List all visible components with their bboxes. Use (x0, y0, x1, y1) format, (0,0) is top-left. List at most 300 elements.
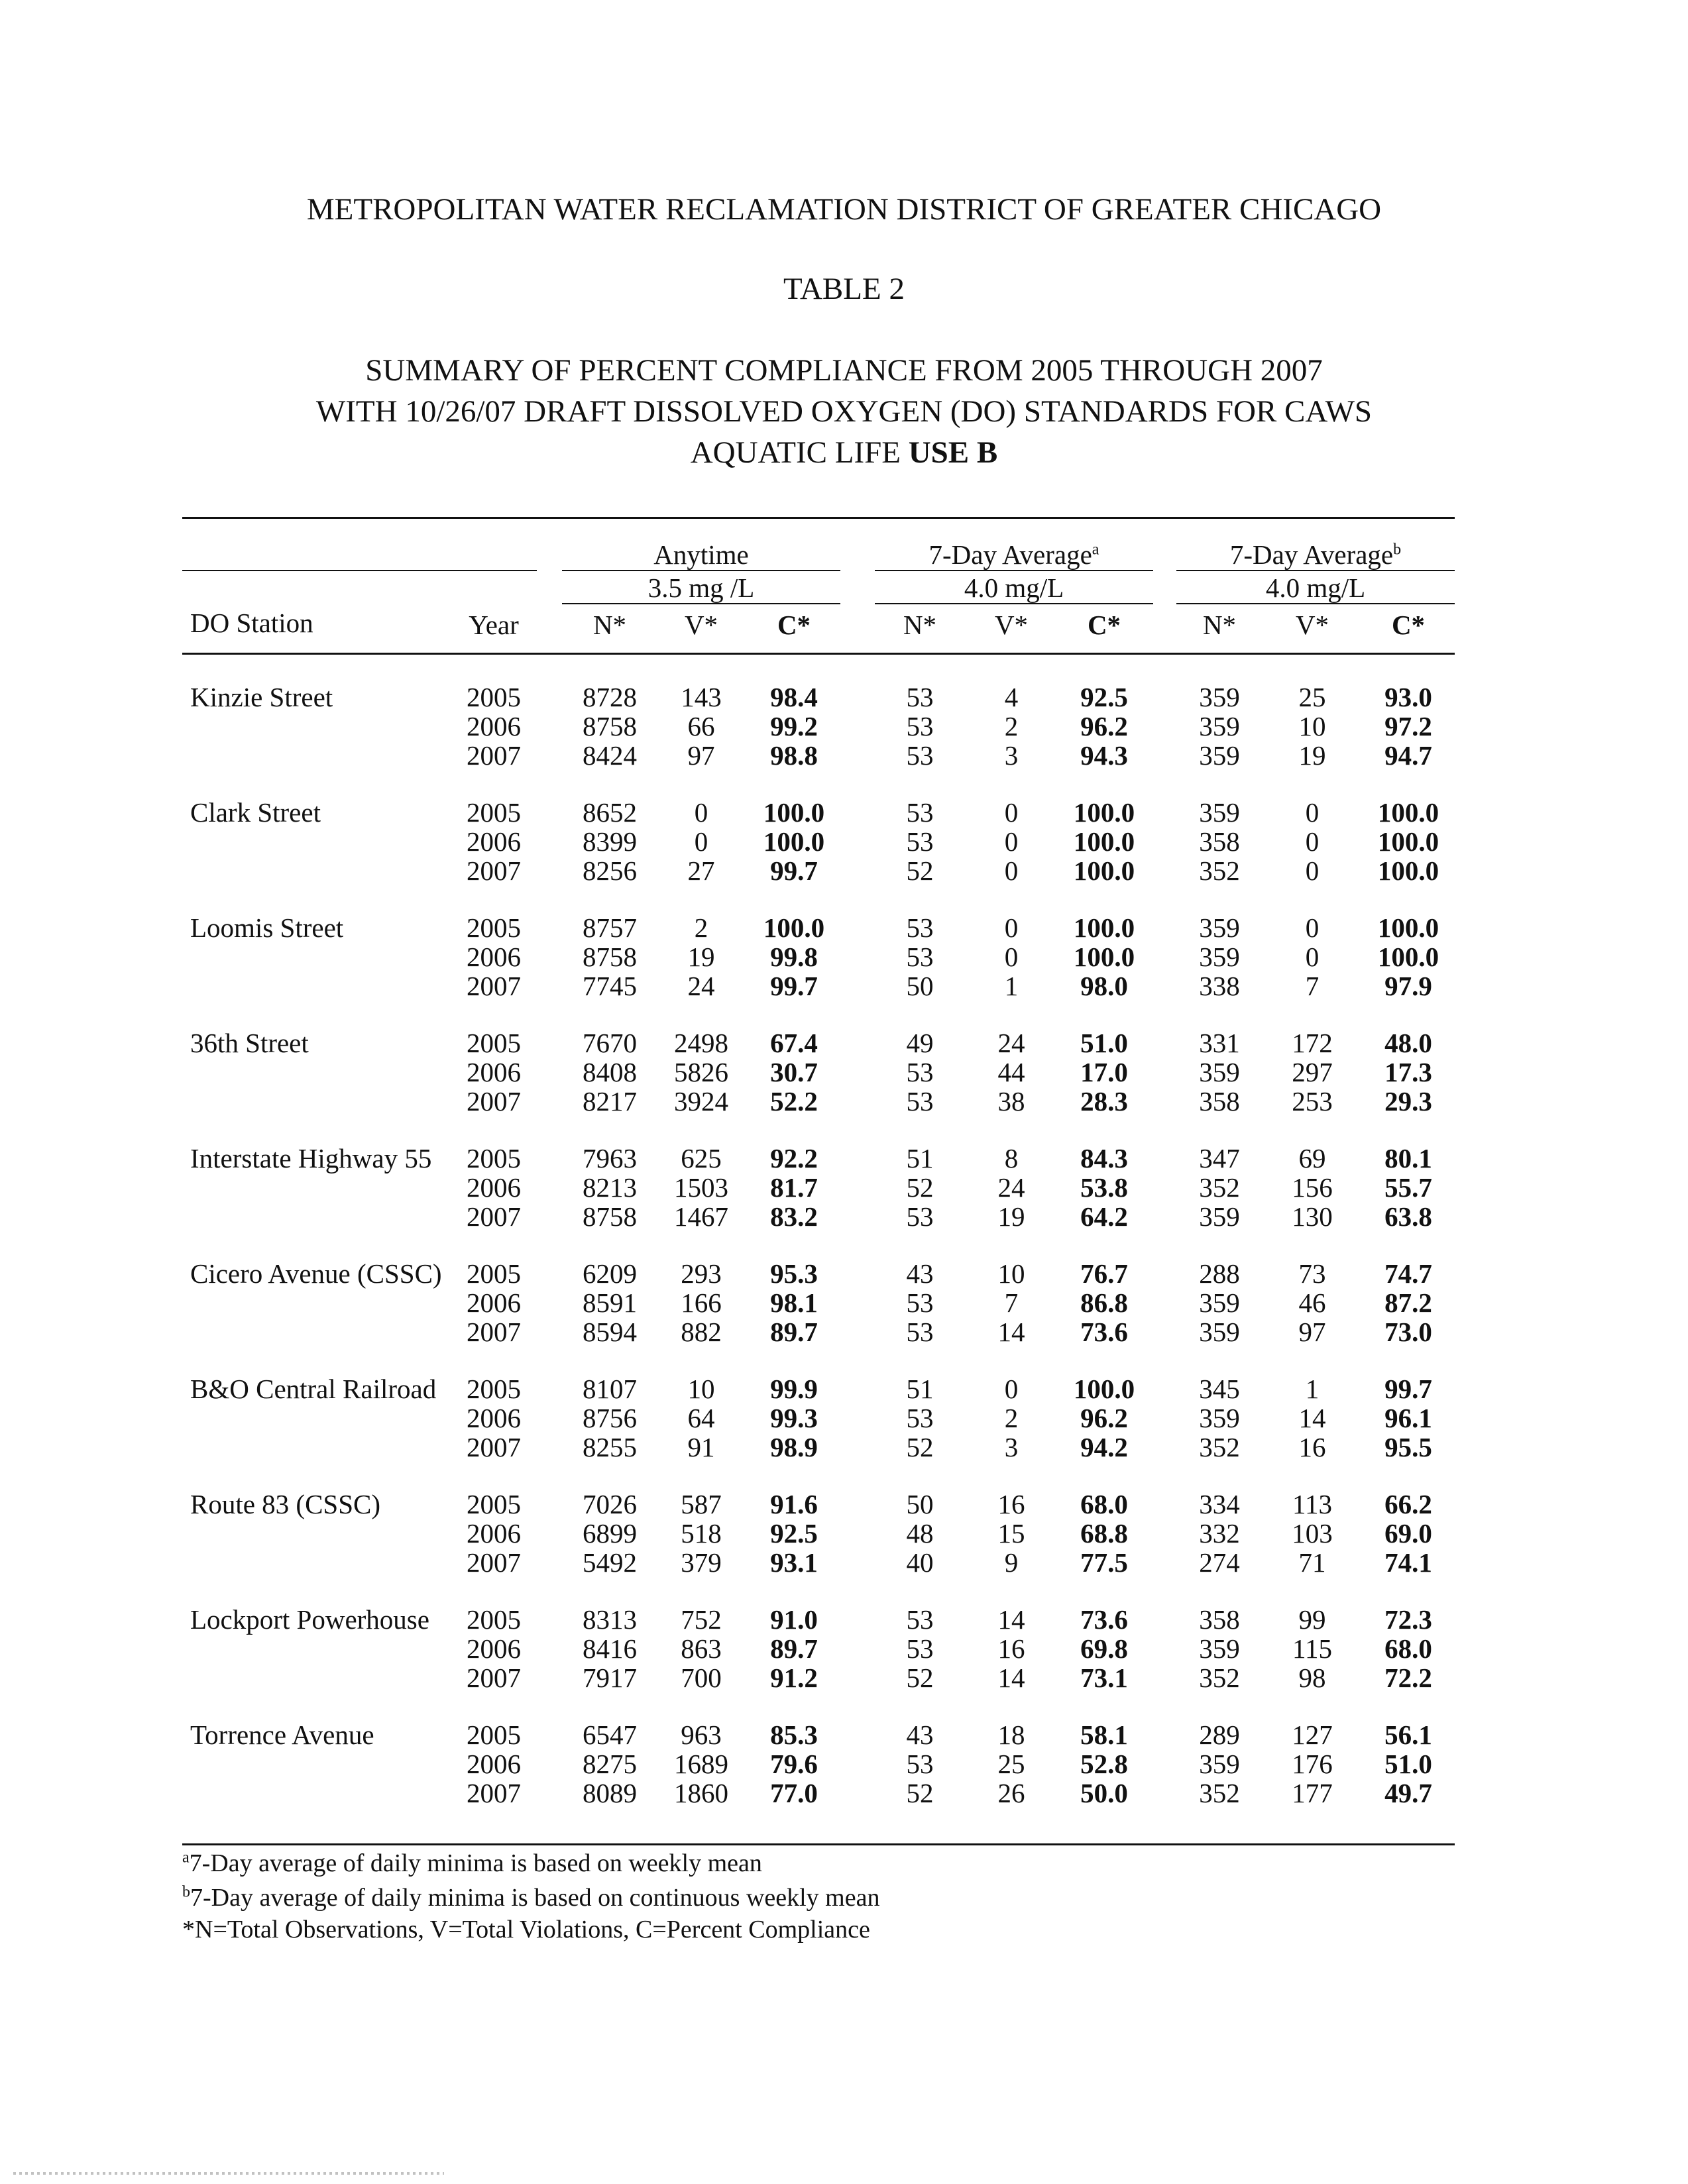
group3-v-cell: 0 (1305, 797, 1320, 828)
group3-c-cell: 51.0 (1384, 1749, 1432, 1779)
group1-c-cell: 92.5 (770, 1518, 818, 1549)
station-name: Loomis Street (190, 912, 344, 943)
group2-c-cell: 100.0 (1073, 942, 1135, 972)
year-cell: 2006 (467, 1749, 521, 1779)
group2-c-cell: 28.3 (1080, 1086, 1128, 1117)
group3-c-cell: 68.0 (1384, 1633, 1432, 1664)
group2-c-cell: 53.8 (1080, 1172, 1128, 1203)
group2-n-cell: 53 (906, 1201, 934, 1232)
group3-v-cell: 0 (1305, 826, 1320, 857)
group3-n-cell: 352 (1199, 1778, 1240, 1808)
group3-n-cell: 334 (1199, 1489, 1240, 1519)
group3-c-cell: 100.0 (1377, 912, 1439, 943)
year-cell: 2007 (467, 1086, 521, 1117)
group1-n-cell: 8217 (583, 1086, 637, 1117)
group3-n-cell: 359 (1199, 711, 1240, 741)
group3-n-cell: 332 (1199, 1518, 1240, 1549)
group1-n-cell: 8213 (583, 1172, 637, 1203)
year-cell: 2007 (467, 1547, 521, 1578)
group1-c-cell: 91.0 (770, 1604, 818, 1635)
group3-n-cell: 359 (1199, 740, 1240, 771)
group3-c-cell: 100.0 (1377, 826, 1439, 857)
group3-n-cell: 274 (1199, 1547, 1240, 1578)
station-name: Cicero Avenue (CSSC) (190, 1258, 442, 1289)
group1-c-cell: 85.3 (770, 1720, 818, 1750)
group1-n-cell: 8256 (583, 855, 637, 886)
group3-c-cell: 97.9 (1384, 971, 1432, 1001)
group2-n-cell: 40 (906, 1547, 934, 1578)
group1-v-cell: 700 (681, 1663, 722, 1693)
group3-v-cell: 253 (1292, 1086, 1333, 1117)
group3-n-cell: 359 (1199, 1403, 1240, 1433)
group2-v-cell: 44 (997, 1057, 1025, 1087)
group1-v-cell: 0 (694, 797, 708, 828)
year-cell: 2007 (467, 1201, 521, 1232)
group1-c-cell: 83.2 (770, 1201, 818, 1232)
footnote-b-sup: b (182, 1883, 190, 1901)
group1-v-cell: 24 (687, 971, 715, 1001)
group2-c-cell: 96.2 (1080, 711, 1128, 741)
group1-n-cell: 8255 (583, 1432, 637, 1462)
group2-v-cell: 26 (997, 1778, 1025, 1808)
group2-n-cell: 48 (906, 1518, 934, 1549)
group2-v-cell: 9 (1004, 1547, 1019, 1578)
group2-c-cell: 94.3 (1080, 740, 1128, 771)
year-column-header: Year (469, 610, 519, 640)
group3-c-cell: 74.7 (1384, 1258, 1432, 1289)
group2-n-cell: 50 (906, 971, 934, 1001)
station-name: Route 83 (CSSC) (190, 1489, 381, 1519)
group3-c-cell: 93.0 (1384, 682, 1432, 712)
station-name: Kinzie Street (190, 682, 333, 712)
group1-v-cell: 379 (681, 1547, 722, 1578)
group3-c-cell: 55.7 (1384, 1172, 1432, 1203)
group3-c-cell: 73.0 (1384, 1317, 1432, 1347)
group1-v-cell: 1467 (674, 1201, 728, 1232)
group3-n-cell: 359 (1199, 1633, 1240, 1664)
group1-c-cell: 81.7 (770, 1172, 818, 1203)
group2-limit: 4.0 mg/L (964, 573, 1064, 603)
station-name: Clark Street (190, 797, 321, 828)
group2-v-cell: 18 (997, 1720, 1025, 1750)
group2-c-cell: 98.0 (1080, 971, 1128, 1001)
group2-c-cell: 84.3 (1080, 1143, 1128, 1174)
group2-n-cell: 53 (906, 1604, 934, 1635)
group2-c-cell: 68.8 (1080, 1518, 1128, 1549)
station-name: Torrence Avenue (190, 1720, 374, 1750)
group2-n-cell: 53 (906, 912, 934, 943)
group2-v-cell: 0 (1004, 942, 1019, 972)
year-cell: 2005 (467, 1604, 521, 1635)
group2-n-cell: 52 (906, 1172, 934, 1203)
group1-c-cell: 93.1 (770, 1547, 818, 1578)
group2-c-cell: 68.0 (1080, 1489, 1128, 1519)
group2-n-cell: 52 (906, 855, 934, 886)
group1-c-cell: 79.6 (770, 1749, 818, 1779)
group3-n-cell: 359 (1199, 797, 1240, 828)
group1-v-cell: 882 (681, 1317, 722, 1347)
group2-n-cell: 43 (906, 1720, 934, 1750)
group2-c-cell: 17.0 (1080, 1057, 1128, 1087)
year-cell: 2006 (467, 942, 521, 972)
group3-n-cell: 359 (1199, 1317, 1240, 1347)
group2-v-cell: 19 (997, 1201, 1025, 1232)
group2-c-cell: 69.8 (1080, 1633, 1128, 1664)
group1-c-header: C* (777, 610, 811, 640)
group3-v-cell: 172 (1292, 1028, 1333, 1058)
year-cell: 2005 (467, 797, 521, 828)
group3-v-cell: 103 (1292, 1518, 1333, 1549)
group1-c-cell: 30.7 (770, 1057, 818, 1087)
group3-v-cell: 0 (1305, 855, 1320, 886)
group1-n-cell: 7963 (583, 1143, 637, 1174)
year-cell: 2006 (467, 826, 521, 857)
year-cell: 2005 (467, 912, 521, 943)
group2-n-cell: 53 (906, 1287, 934, 1318)
group1-c-cell: 98.8 (770, 740, 818, 771)
group1-c-cell: 99.7 (770, 971, 818, 1001)
group1-n-cell: 8408 (583, 1057, 637, 1087)
group2-n-cell: 53 (906, 1057, 934, 1087)
group1-n-cell: 8107 (583, 1374, 637, 1404)
year-cell: 2007 (467, 1778, 521, 1808)
group2-c-header: C* (1087, 610, 1121, 640)
group2-v-cell: 0 (1004, 797, 1019, 828)
group3-n-cell: 359 (1199, 1201, 1240, 1232)
group1-v-cell: 625 (681, 1143, 722, 1174)
group1-v-cell: 66 (687, 711, 715, 741)
group1-v-cell: 27 (687, 855, 715, 886)
group3-n-cell: 352 (1199, 1172, 1240, 1203)
organization-heading: METROPOLITAN WATER RECLAMATION DISTRICT OF GREATER CHICAGO (306, 192, 1382, 227)
station-column-header: DO Station (190, 608, 313, 638)
group3-c-cell: 99.7 (1384, 1374, 1432, 1404)
year-cell: 2007 (467, 1663, 521, 1693)
group3-c-cell: 66.2 (1384, 1489, 1432, 1519)
group3-v-cell: 297 (1292, 1057, 1333, 1087)
group1-v-cell: 0 (694, 826, 708, 857)
group3-v-cell: 113 (1292, 1489, 1332, 1519)
group2-v-cell: 2 (1004, 1403, 1019, 1433)
group2-v-cell: 3 (1004, 1432, 1019, 1462)
table-title-line-1: SUMMARY OF PERCENT COMPLIANCE FROM 2005 THROUGH 2007 (365, 353, 1323, 388)
group2-v-cell: 14 (997, 1663, 1025, 1693)
group3-n-cell: 352 (1199, 855, 1240, 886)
group3-c-cell: 97.2 (1384, 711, 1432, 741)
group3-c-cell: 63.8 (1384, 1201, 1432, 1232)
group1-c-cell: 98.4 (770, 682, 818, 712)
group3-n-cell: 358 (1199, 826, 1240, 857)
group1-n-cell: 8089 (583, 1778, 637, 1808)
group2-n-cell: 43 (906, 1258, 934, 1289)
group3-v-header: V* (1295, 610, 1329, 640)
group1-v-cell: 1503 (674, 1172, 728, 1203)
group3-v-cell: 130 (1292, 1201, 1333, 1232)
group2-n-cell: 53 (906, 711, 934, 741)
group1-n-cell: 8275 (583, 1749, 637, 1779)
group2-c-cell: 100.0 (1073, 826, 1135, 857)
group1-c-cell: 99.7 (770, 855, 818, 886)
group3-n-cell: 359 (1199, 1749, 1240, 1779)
year-cell: 2006 (467, 1287, 521, 1318)
group2-n-cell: 53 (906, 797, 934, 828)
year-cell: 2006 (467, 1633, 521, 1664)
group1-c-cell: 99.2 (770, 711, 818, 741)
group3-label: 7-Day Average$^b$ (1229, 539, 1402, 570)
group1-n-cell: 8591 (583, 1287, 637, 1318)
group2-v-cell: 16 (997, 1633, 1025, 1664)
group1-v-cell: 143 (681, 682, 722, 712)
group2-v-cell: 1 (1004, 971, 1019, 1001)
year-cell: 2007 (467, 971, 521, 1001)
group2-c-cell: 52.8 (1080, 1749, 1128, 1779)
year-cell: 2007 (467, 855, 521, 886)
group2-label: 7-Day Average$^a$ (928, 539, 1099, 570)
group3-v-cell: 1 (1305, 1374, 1320, 1404)
group1-c-cell: 91.2 (770, 1663, 818, 1693)
group1-n-cell: 7917 (583, 1663, 637, 1693)
group1-v-cell: 166 (681, 1287, 722, 1318)
group3-c-header: C* (1391, 610, 1426, 640)
group1-n-cell: 6209 (583, 1258, 637, 1289)
group2-c-cell: 73.6 (1080, 1604, 1128, 1635)
group2-n-cell: 50 (906, 1489, 934, 1519)
year-cell: 2005 (467, 682, 521, 712)
group1-n-cell: 7026 (583, 1489, 637, 1519)
group2-c-cell: 76.7 (1080, 1258, 1128, 1289)
group3-n-cell: 288 (1199, 1258, 1240, 1289)
group2-c-cell: 51.0 (1080, 1028, 1128, 1058)
group3-v-cell: 73 (1298, 1258, 1326, 1289)
group1-v-cell: 863 (681, 1633, 722, 1664)
group3-n-cell: 359 (1199, 912, 1240, 943)
group2-c-cell: 100.0 (1073, 1374, 1135, 1404)
group3-n-header: N* (1202, 610, 1237, 640)
group2-v-cell: 24 (997, 1028, 1025, 1058)
group1-c-cell: 95.3 (770, 1258, 818, 1289)
group2-c-cell: 94.2 (1080, 1432, 1128, 1462)
group1-n-cell: 6547 (583, 1720, 637, 1750)
group3-c-cell: 17.3 (1384, 1057, 1432, 1087)
footnote-a-marker: a (1092, 541, 1099, 559)
group2-v-cell: 0 (1004, 912, 1019, 943)
group2-n-cell: 51 (906, 1374, 934, 1404)
group1-c-cell: 100.0 (763, 797, 825, 828)
group1-c-cell: 77.0 (770, 1778, 818, 1808)
group2-n-cell: 52 (906, 1778, 934, 1808)
group3-c-cell: 87.2 (1384, 1287, 1432, 1318)
group1-n-cell: 6899 (583, 1518, 637, 1549)
title-line-3-bold: USE B (908, 435, 998, 470)
group3-v-cell: 25 (1298, 682, 1326, 712)
group2-c-cell: 64.2 (1080, 1201, 1128, 1232)
group2-v-cell: 0 (1004, 855, 1019, 886)
group3-c-cell: 74.1 (1384, 1547, 1432, 1578)
group2-v-cell: 15 (997, 1518, 1025, 1549)
group1-v-cell: 518 (681, 1518, 722, 1549)
group3-n-cell: 359 (1199, 1057, 1240, 1087)
group3-v-cell: 177 (1292, 1778, 1333, 1808)
group2-v-cell: 14 (997, 1317, 1025, 1347)
footnote-a-sup: a (182, 1849, 190, 1867)
group1-n-cell: 8758 (583, 942, 637, 972)
group2-n-cell: 53 (906, 682, 934, 712)
group2-n-cell: 53 (906, 1317, 934, 1347)
group1-c-cell: 91.6 (770, 1489, 818, 1519)
station-name: Lockport Powerhouse (190, 1604, 429, 1635)
group1-v-cell: 963 (681, 1720, 722, 1750)
group1-limit: 3.5 mg /L (647, 573, 755, 603)
group3-v-cell: 14 (1298, 1403, 1326, 1433)
group2-v-cell: 10 (997, 1258, 1025, 1289)
group3-v-cell: 10 (1298, 711, 1326, 741)
year-cell: 2006 (467, 711, 521, 741)
group1-n-cell: 8424 (583, 740, 637, 771)
group3-c-cell: 80.1 (1384, 1143, 1432, 1174)
group2-c-cell: 92.5 (1080, 682, 1128, 712)
group2-v-header: V* (994, 610, 1029, 640)
group1-c-cell: 98.9 (770, 1432, 818, 1462)
year-cell: 2005 (467, 1258, 521, 1289)
footnote-a (182, 1847, 762, 1879)
group1-c-cell: 52.2 (770, 1086, 818, 1117)
group3-v-cell: 156 (1292, 1172, 1333, 1203)
group1-c-cell: 100.0 (763, 912, 825, 943)
group3-v-cell: 0 (1305, 912, 1320, 943)
group1-v-cell: 587 (681, 1489, 722, 1519)
group1-n-cell: 8757 (583, 912, 637, 943)
group3-c-cell: 49.7 (1384, 1778, 1432, 1808)
station-name: Interstate Highway 55 (190, 1143, 432, 1174)
group1-n-cell: 7745 (583, 971, 637, 1001)
group2-v-cell: 4 (1004, 682, 1019, 712)
group1-c-cell: 92.2 (770, 1143, 818, 1174)
group2-n-cell: 53 (906, 942, 934, 972)
group3-c-cell: 48.0 (1384, 1028, 1432, 1058)
group3-v-cell: 0 (1305, 942, 1320, 972)
year-cell: 2006 (467, 1518, 521, 1549)
group3-c-cell: 95.5 (1384, 1432, 1432, 1462)
station-name: 36th Street (190, 1028, 309, 1058)
group2-v-cell: 38 (997, 1086, 1025, 1117)
group3-v-cell: 7 (1305, 971, 1320, 1001)
year-cell: 2005 (467, 1028, 521, 1058)
group3-c-cell: 29.3 (1384, 1086, 1432, 1117)
group1-label: Anytime (653, 539, 749, 570)
title-line-3-prefix: AQUATIC LIFE (690, 435, 909, 470)
group2-n-cell: 53 (906, 1403, 934, 1433)
group1-v-cell: 10 (687, 1374, 715, 1404)
group2-v-cell: 2 (1004, 711, 1019, 741)
group2-c-cell: 100.0 (1073, 912, 1135, 943)
group3-v-cell: 71 (1298, 1547, 1326, 1578)
group3-c-cell: 72.2 (1384, 1663, 1432, 1693)
group2-c-cell: 100.0 (1073, 797, 1135, 828)
year-cell: 2006 (467, 1403, 521, 1433)
group1-c-cell: 99.8 (770, 942, 818, 972)
group3-v-cell: 99 (1298, 1604, 1326, 1635)
group3-n-cell: 352 (1199, 1432, 1240, 1462)
group1-c-cell: 100.0 (763, 826, 825, 857)
year-cell: 2007 (467, 740, 521, 771)
group1-n-cell: 8594 (583, 1317, 637, 1347)
group3-n-cell: 331 (1199, 1028, 1240, 1058)
group2-n-cell: 53 (906, 740, 934, 771)
group3-v-cell: 176 (1292, 1749, 1333, 1779)
group1-c-cell: 67.4 (770, 1028, 818, 1058)
group2-v-cell: 0 (1004, 1374, 1019, 1404)
group1-v-cell: 1860 (674, 1778, 728, 1808)
group3-c-cell: 100.0 (1377, 797, 1439, 828)
year-cell: 2005 (467, 1720, 521, 1750)
group2-n-cell: 49 (906, 1028, 934, 1058)
group1-c-cell: 99.3 (770, 1403, 818, 1433)
group2-n-cell: 53 (906, 1633, 934, 1664)
year-cell: 2005 (467, 1489, 521, 1519)
group3-n-cell: 289 (1199, 1720, 1240, 1750)
group2-v-cell: 0 (1004, 826, 1019, 857)
group1-n-cell: 8399 (583, 826, 637, 857)
group3-c-cell: 100.0 (1377, 855, 1439, 886)
group1-v-cell: 91 (687, 1432, 715, 1462)
group3-n-cell: 338 (1199, 971, 1240, 1001)
group1-n-cell: 8758 (583, 711, 637, 741)
footnote-a-text: 7-Day average of daily minima is based on weekly mean (189, 1849, 762, 1877)
group3-c-cell: 56.1 (1384, 1720, 1432, 1750)
group1-v-cell: 293 (681, 1258, 722, 1289)
group3-v-cell: 98 (1298, 1663, 1326, 1693)
group3-c-cell: 94.7 (1384, 740, 1432, 771)
group3-n-cell: 347 (1199, 1143, 1240, 1174)
group2-v-cell: 24 (997, 1172, 1025, 1203)
group3-c-cell: 69.0 (1384, 1518, 1432, 1549)
group1-c-cell: 89.7 (770, 1633, 818, 1664)
group2-n-cell: 52 (906, 1663, 934, 1693)
footnote-b-marker: b (1393, 541, 1402, 559)
footnote-star: *N=Total Observations, V=Total Violations, C=Percent Compliance (182, 1916, 870, 1943)
year-cell: 2007 (467, 1317, 521, 1347)
group2-v-cell: 3 (1004, 740, 1019, 771)
group2-n-cell: 51 (906, 1143, 934, 1174)
group3-v-cell: 115 (1292, 1633, 1332, 1664)
group1-n-cell: 8416 (583, 1633, 637, 1664)
year-cell: 2005 (467, 1143, 521, 1174)
group2-c-cell: 100.0 (1073, 855, 1135, 886)
group1-n-cell: 8652 (583, 797, 637, 828)
group1-n-header: N* (592, 610, 627, 640)
group2-n-cell: 53 (906, 1749, 934, 1779)
group1-v-cell: 3924 (674, 1086, 728, 1117)
group1-v-cell: 64 (687, 1403, 715, 1433)
year-cell: 2007 (467, 1432, 521, 1462)
group1-v-header: V* (684, 610, 718, 640)
footnote-b (182, 1882, 879, 1914)
group3-n-cell: 359 (1199, 1287, 1240, 1318)
group2-v-cell: 8 (1004, 1143, 1019, 1174)
group1-v-cell: 97 (687, 740, 715, 771)
group3-v-cell: 69 (1298, 1143, 1326, 1174)
group2-c-cell: 58.1 (1080, 1720, 1128, 1750)
group1-c-cell: 99.9 (770, 1374, 818, 1404)
group1-v-cell: 752 (681, 1604, 722, 1635)
group1-n-cell: 8758 (583, 1201, 637, 1232)
group3-v-cell: 19 (1298, 740, 1326, 771)
scan-artifact-dots (13, 2172, 444, 2175)
group2-n-header: N* (903, 610, 937, 640)
group2-v-cell: 7 (1004, 1287, 1019, 1318)
group3-n-cell: 359 (1199, 682, 1240, 712)
group3-v-cell: 127 (1292, 1720, 1333, 1750)
